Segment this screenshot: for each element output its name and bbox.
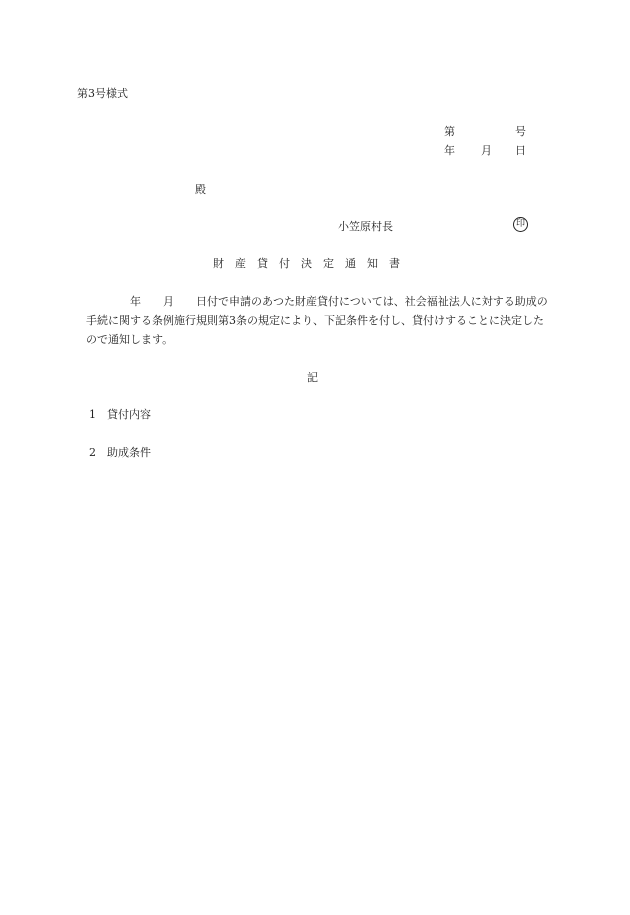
addressee: 殿: [195, 183, 206, 196]
item-label: 貸付内容: [107, 408, 151, 421]
item-label: 助成条件: [107, 446, 151, 459]
document-title: 財産貸付決定通知書: [213, 257, 411, 270]
document-number-prefix: 第: [444, 125, 455, 138]
list-item: [89, 406, 151, 422]
seal-icon: 印: [513, 217, 528, 232]
sender: 小笠原村長: [338, 220, 393, 233]
ki-heading: 記: [307, 371, 318, 384]
date-year: 年: [444, 144, 455, 157]
date-month: 月: [481, 144, 492, 157]
item-number: 2: [89, 446, 96, 459]
document-number-suffix: 号: [515, 125, 526, 138]
item-number: 1: [89, 408, 96, 421]
list-item: [89, 444, 151, 460]
form-number: 第3号様式: [77, 87, 128, 100]
date-day: 日: [515, 144, 526, 157]
body-text: 年 月 日付で申請のあつた財産貸付については、社会福祉法人に対する助成の手続に関する条例施行規則第3条の規定により、下記条件を付し、貸付けすることに決定したので通知します。: [86, 295, 548, 346]
